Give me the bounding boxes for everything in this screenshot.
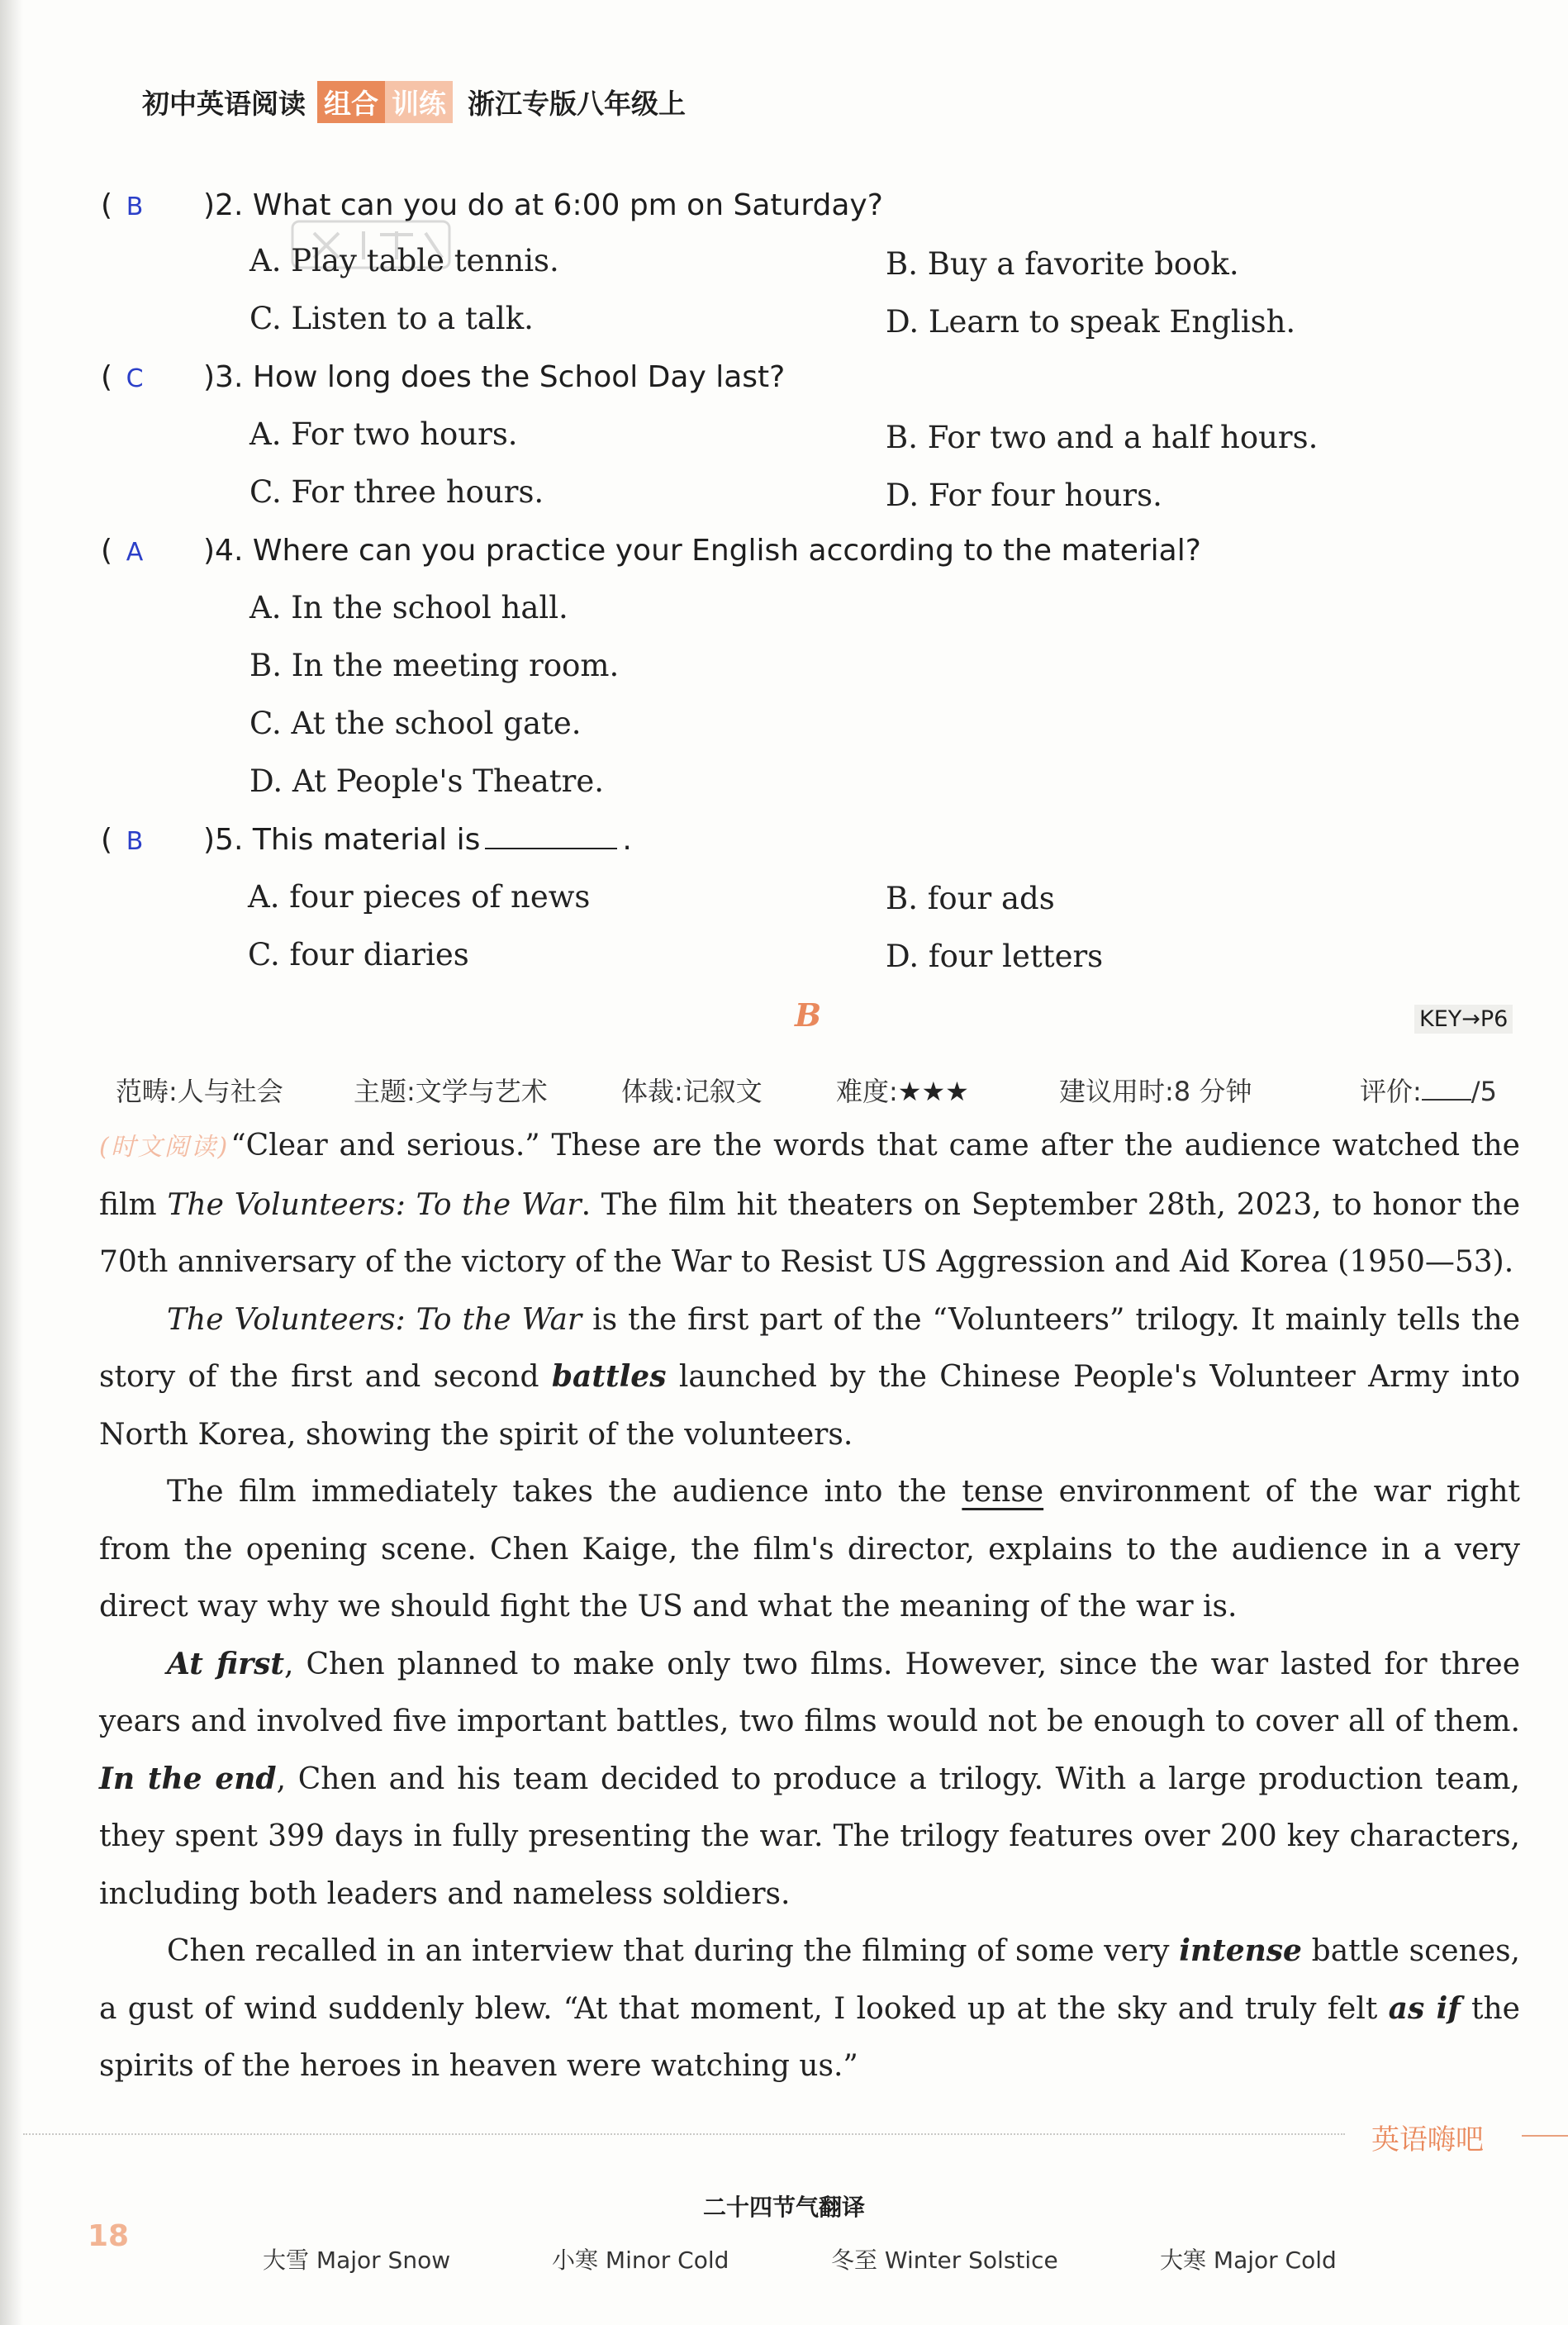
page-edge-shadow — [0, 0, 23, 2325]
paragraph-5: Chen recalled in an interview that during the filming of some very intense battle scenes, a gust of wind suddenly blew. “At that moment, I looked up at the sky and truly felt as if the spirits of the heroes in heaven were watching us.” — [99, 1933, 1520, 2083]
option-c: C. Listen to a talk. — [249, 301, 534, 336]
keyword-intense: intense — [1179, 1933, 1302, 1968]
question-3: ( C )3. How long does the School Day last? — [101, 360, 786, 394]
edition-label: 浙江专版八年级上 — [468, 88, 686, 120]
footer-dash — [1522, 2135, 1568, 2137]
answer-key-ref: KEY→P6 — [1414, 1005, 1513, 1034]
footer-divider — [23, 2133, 1345, 2135]
option-a: A. four pieces of news — [248, 879, 591, 915]
score-blank — [1422, 1077, 1471, 1101]
option-d: D. At People's Theatre. — [249, 763, 604, 799]
header-tag-training: 训练 — [385, 81, 453, 123]
answer-mark: C — [126, 364, 144, 393]
answer-blank — [485, 823, 617, 849]
page-number: 18 — [88, 2219, 130, 2253]
question-text: Where can you practice your English according to the material? — [252, 534, 1201, 568]
question-5: ( B )5. This material is . — [101, 823, 632, 857]
meta-score: 评价: /5 — [1360, 1076, 1497, 1107]
solar-term: 冬至 Winter Solstice — [831, 2247, 1058, 2274]
option-b: B. For two and a half hours. — [886, 420, 1319, 455]
question-4: ( A )4. Where can you practice your English according to the material? — [101, 534, 1201, 568]
answer-mark: A — [126, 538, 144, 567]
paragraph-3: The film immediately takes the audience into the tense environment of the war right from the opening scene. Chen Kaige, the film's director, explains to the audience in a very direct way why we should fight the US and what the meaning of the war is. — [99, 1475, 1521, 1624]
question-text: What can you do at 6:00 pm on Saturday? — [252, 188, 883, 222]
keyword-at-first: At first — [167, 1646, 285, 1681]
solar-term: 大雪 Major Snow — [263, 2247, 451, 2274]
solar-term: 小寒 Minor Cold — [552, 2247, 729, 2274]
option-a: A. For two hours. — [249, 416, 518, 452]
keyword-tense: tense — [962, 1475, 1044, 1509]
film-title: The Volunteers: To the War — [167, 1302, 582, 1337]
paragraph-1: (时文阅读) “Clear and serious.” These are the words that came after the audience watched the film The Volunteers: To the War. The film hit theaters on September 28th, 2023, to honor the 70th anniversary of the victory of the War to Resist US Aggression and Aid Korea (1950—53). — [99, 1129, 1521, 1279]
paragraph-4: At first, Chen planned to make only two films. However, since the war lasted for three years and involved five important battles, two films would not be enough to cover all of them. In the end, Chen and his team decided to produce a trilogy. With a large production team, they spent 399 days in fully presenting the war. The trilogy features over 200 key characters, including both leaders and nameless soldiers. — [99, 1646, 1520, 1911]
option-c: C. At the school gate. — [249, 706, 582, 741]
meta-domain: 范畴:人与社会 — [116, 1076, 283, 1107]
solar-term: 大寒 Major Cold — [1160, 2247, 1337, 2274]
meta-difficulty: 难度:★★★ — [836, 1076, 969, 1107]
paragraph-2: The Volunteers: To the War is the first part of the “Volunteers” trilogy. It mainly tells the story of the first and second battles launched by the Chinese People's Volunteer Army into North Korea, showing the spirit of the volunteers. — [99, 1302, 1520, 1452]
reading-passage — [99, 1117, 1520, 2095]
question-text: This material is — [252, 823, 481, 857]
option-a: A. In the school hall. — [249, 590, 568, 625]
film-title: The Volunteers: To the War — [167, 1187, 582, 1222]
footer-tag: 英语嗨吧 — [1371, 2123, 1484, 2156]
option-d: D. Learn to speak English. — [886, 304, 1296, 340]
option-b: B. four ads — [886, 881, 1055, 916]
footer-title: 二十四节气翻译 — [702, 2194, 865, 2221]
header-tag-combo: 组合 — [317, 81, 385, 123]
meta-theme: 主题:文学与艺术 — [354, 1076, 548, 1107]
page-header — [142, 81, 686, 123]
answer-mark: B — [126, 827, 144, 856]
meta-time: 建议用时:8 分钟 — [1059, 1076, 1252, 1107]
meta-genre: 体裁:记叙文 — [621, 1076, 763, 1107]
option-b: B. In the meeting room. — [249, 648, 620, 683]
option-d: D. For four hours. — [886, 478, 1162, 513]
section-label: B — [795, 996, 822, 1034]
answer-mark: B — [126, 193, 144, 221]
question-2: ( B )2. What can you do at 6:00 pm on Saturday? — [101, 188, 883, 222]
option-a: A. Play table tennis. — [249, 243, 559, 278]
difficulty-stars-icon: ★★★ — [897, 1076, 969, 1107]
option-c: C. For three hours. — [249, 474, 544, 510]
question-text: How long does the School Day last? — [252, 360, 786, 394]
option-b: B. Buy a favorite book. — [886, 246, 1239, 282]
option-d: D. four letters — [886, 939, 1104, 974]
option-c: C. four diaries — [248, 937, 469, 972]
current-affairs-tag: (时文阅读) — [99, 1133, 228, 1162]
keyword-battles: battles — [551, 1359, 667, 1394]
book-title: 初中英语阅读 — [142, 88, 306, 120]
keyword-in-the-end: In the end — [99, 1761, 277, 1796]
keyword-as-if: as if — [1388, 1990, 1461, 2026]
